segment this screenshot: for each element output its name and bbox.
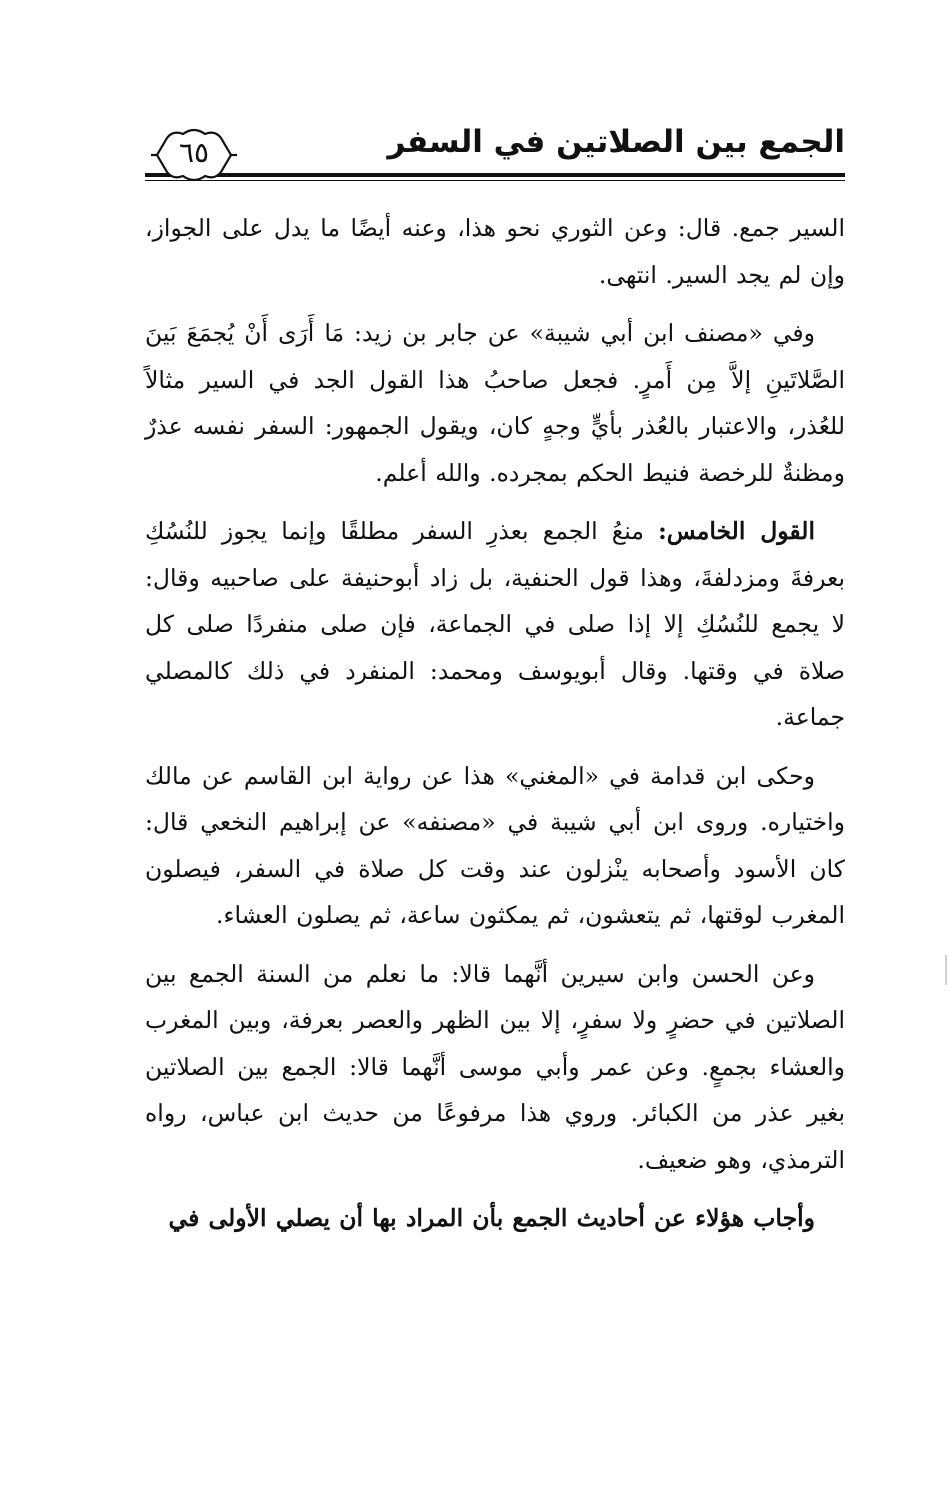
page-number-badge: [151, 126, 237, 184]
header-rule-thin: [145, 180, 845, 181]
page-number: ٦٥: [178, 136, 210, 169]
header-rule-thick: [145, 173, 845, 177]
scan-edge-mark: [945, 955, 947, 985]
paragraph-5: [145, 951, 845, 1184]
running-title: الجمع بين الصلاتين في السفر: [387, 124, 845, 160]
paragraph-6: [145, 1195, 845, 1242]
paragraph-text: منعُ الجمع بعذرِ السفر مطلقًا وإنما يجوز للنُسُكِ بعرفةَ ومزدلفةَ، وهذا قول الحنفية، بل زاد أبوحنيفة على صاحبيه وقال: لا يجمع للنُسُكِ إلا إذا صلى في الجماعة، فإن صلى منفردًا صلى كل صلاة في وقتها. وقال أبويوسف ومحمد: المنفرد في ذلك كالمصلي جماعة.: [145, 517, 845, 731]
section-lead: القول الخامس:: [658, 517, 816, 545]
paragraph-text: وحكى ابن قدامة في «المغني» هذا عن رواية ابن القاسم عن مالك واختياره. وروى ابن أبي شيبة في «مصنفه» عن إبراهيم النخعي قال: كان الأسود وأصحابه ينْزلون عند وقت كل صلاة في السفر، فيصلون المغرب لوقتها، ثم يتعشون، ثم يمكثون ساعة، ثم يصلون العشاء.: [145, 761, 845, 929]
paragraph-text: وعن الحسن وابن سيرين أنَّهما قالا: ما نعلم من السنة الجمع بين الصلاتين في حضرٍ ولا سفرٍ، إلا بين الظهر والعصر بعرفة، وبين المغرب والعشاء بجمعٍ. وعن عمر وأبي موسى أنَّهما قالا: الجمع بين الصلاتين بغير عذر من الكبائر. وروي هذا مرفوعًا من حديث ابن عباس، رواه الترمذي، وهو ضعيف.: [145, 959, 845, 1174]
page-body: [145, 205, 845, 1254]
paragraph-2: [145, 310, 845, 496]
paragraph-4: [145, 753, 845, 939]
page-header: [145, 112, 845, 182]
paragraph-text: السير جمع. قال: وعن الثوري نحو هذا، وعنه أيضًا ما يدل على الجواز، وإن لم يجد السير. انتهى.: [145, 214, 845, 289]
paragraph-1: [145, 205, 845, 298]
paragraph-text: وأجاب هؤلاء عن أحاديث الجمع بأن المراد بها أن يصلي الأولى في: [168, 1204, 815, 1232]
paragraph-text: وفي «مصنف ابن أبي شيبة» عن جابر بن زيد: مَا أَرَى أَنْ يُجمَعَ بَينَ الصَّلاتَينِ إلاَّ مِن أَمرٍ. فجعل صاحبُ هذا القول الجد في السير مثالاً للعُذر، والاعتبار بالعُذر بأيٍّ وجهٍ كان، ويقول الجمهور: السفر نفسه عذرٌ ومظنةٌ للرخصة فنيط الحكم بمجرده. والله أعلم.: [145, 319, 845, 487]
paragraph-3: [145, 508, 845, 741]
